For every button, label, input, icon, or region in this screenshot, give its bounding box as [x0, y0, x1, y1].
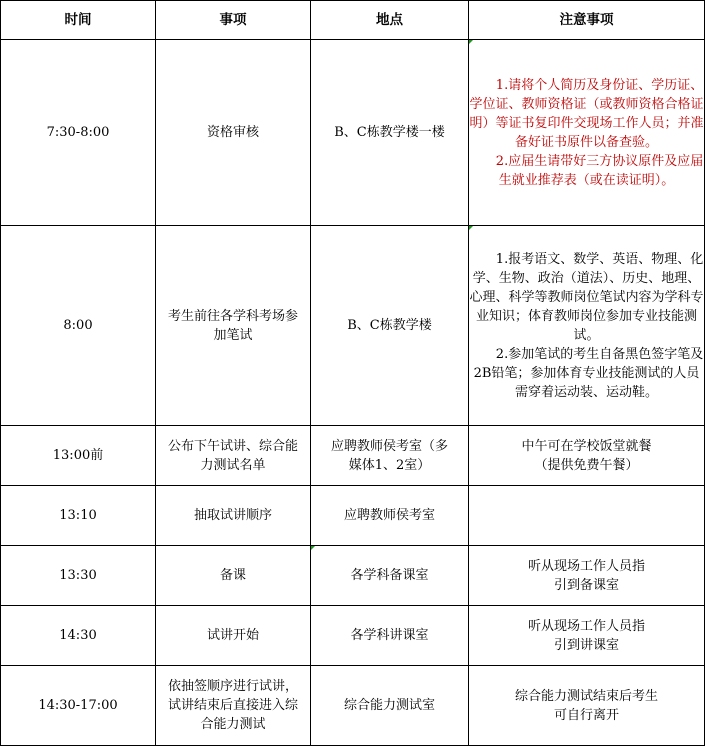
notes-cell	[469, 226, 705, 426]
time-cell: 7:30-8:00	[1, 40, 156, 226]
note-paragraph: 1.请将个人简历及身份证、学历证、学位证、教师资格证（或教师资格合格证明）等证书复印件交现场工作人员；并准备好证书原件以备查验。	[469, 77, 704, 150]
note-paragraph: 2.参加笔试的考生自备黑色签字笔及2B铅笔；参加体育专业技能测试的人员需穿着运动装、运动鞋。	[473, 346, 704, 400]
time-cell: 8:00	[1, 226, 156, 426]
notes-cell	[469, 40, 705, 226]
notes-cell	[469, 606, 705, 666]
item-cell: 公布下午试讲、综合能力测试名单	[156, 426, 311, 486]
table-row	[1, 486, 705, 546]
table-row	[1, 426, 705, 486]
place-cell: B、C栋教学楼	[311, 226, 469, 426]
table-row	[1, 606, 705, 666]
header-item: 事项	[156, 1, 311, 40]
place-cell: 应聘教师侯考室（多媒体1、2室）	[311, 426, 469, 486]
place-cell: B、C栋教学楼一楼	[311, 40, 469, 226]
item-cell: 抽取试讲顺序	[156, 486, 311, 546]
place-cell: 综合能力测试室	[311, 666, 469, 746]
table-row	[1, 226, 705, 426]
notes-cell	[469, 486, 705, 546]
note-paragraph: 2.应届生请带好三方协议原件及应届生就业推荐表（或在读证明）。	[495, 153, 704, 188]
time-cell: 14:30	[1, 606, 156, 666]
note-paragraph: 听从现场工作人员指引到备课室	[527, 558, 645, 593]
item-cell: 备课	[156, 546, 311, 606]
table-row	[1, 40, 705, 226]
place-cell: 各学科备课室	[311, 546, 469, 606]
item-cell: 依抽签顺序进行试讲，试讲结束后直接进入综合能力测试	[156, 666, 311, 746]
header-time: 时间	[1, 1, 156, 40]
table-row	[1, 666, 705, 746]
table-row	[1, 546, 705, 606]
item-cell: 考生前往各学科考场参加笔试	[156, 226, 311, 426]
time-cell: 13:00前	[1, 426, 156, 486]
item-cell: 资格审核	[156, 40, 311, 226]
note-paragraph: 1.报考语文、数学、英语、物理、化学、生物、政治（道法）、历史、地理、心理、科学等教师岗位笔试内容为学科专业知识；体育教师岗位参加专业技能测试。	[469, 251, 704, 343]
note-paragraph: 听从现场工作人员指引到讲课室	[527, 618, 645, 653]
place-cell: 各学科讲课室	[311, 606, 469, 666]
note-paragraph: 中午可在学校饭堂就餐（提供免费午餐）	[521, 438, 652, 473]
time-cell: 13:30	[1, 546, 156, 606]
notes-cell	[469, 546, 705, 606]
header-place: 地点	[311, 1, 469, 40]
notes-cell	[469, 666, 705, 746]
item-cell: 试讲开始	[156, 606, 311, 666]
note-paragraph: 综合能力测试结束后考生可自行离开	[514, 688, 658, 723]
header-notes: 注意事项	[469, 1, 705, 40]
header-row	[1, 1, 705, 40]
place-cell: 应聘教师侯考室	[311, 486, 469, 546]
time-cell: 14:30-17:00	[1, 666, 156, 746]
time-cell: 13:10	[1, 486, 156, 546]
notes-cell	[469, 426, 705, 486]
